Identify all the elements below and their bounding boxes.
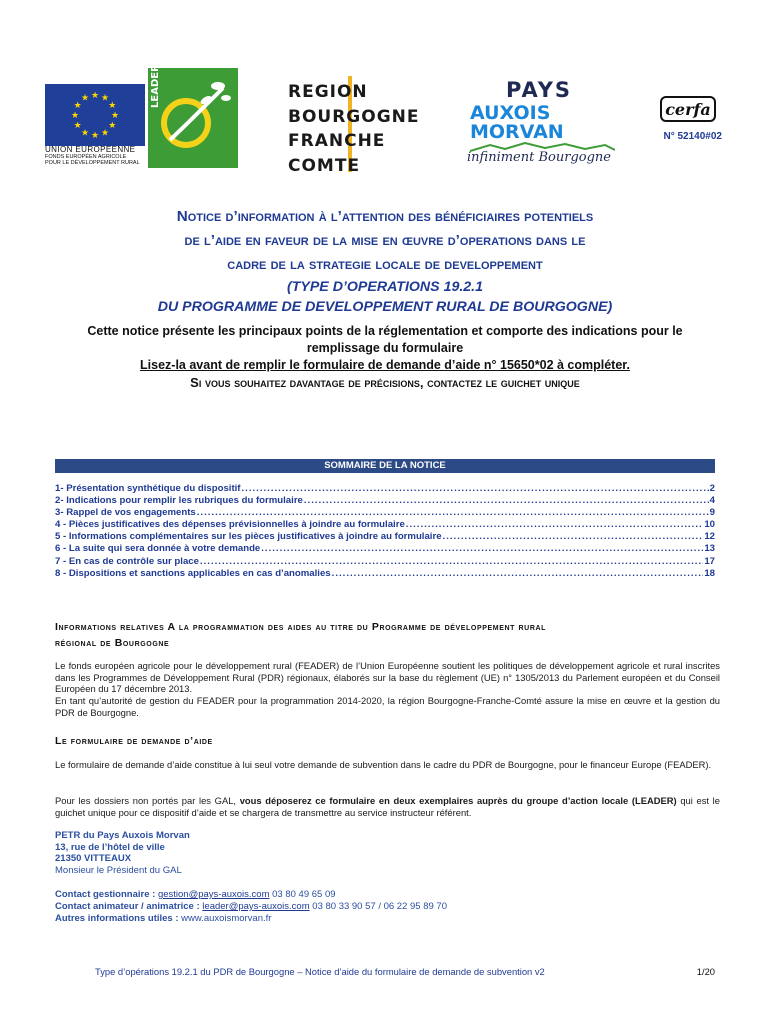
- contact-gestionnaire-email-link[interactable]: gestion@pays-auxois.com: [157, 889, 270, 900]
- morvan-text: MORVAN: [470, 121, 564, 143]
- toc-item-page[interactable]: 2: [709, 483, 715, 494]
- toc-item[interactable]: [55, 568, 715, 580]
- pays-text: PAYS: [506, 78, 573, 102]
- region-logo: [288, 80, 423, 175]
- paragraph-formulaire: Le formulaire de demande d’aide constitue à lui seul votre demande de subvention dans le cadre du PDR de Bourgogne, pour le financeur Europe (FEADER).: [55, 759, 712, 770]
- toc-item-label[interactable]: 5 - Informations complémentaires sur les pièces justificatives à joindre au formulaire: [55, 531, 442, 543]
- svg-text:★: ★: [73, 121, 82, 131]
- intro-line-1: Cette notice présente les principaux points de la réglementation et comporte des indications pour le: [87, 324, 683, 338]
- depot-text-start: Pour les dossiers non portés par les GAL,: [55, 795, 240, 806]
- leader-emblem-icon: [148, 68, 238, 168]
- eu-flag-logo: [45, 84, 145, 146]
- footer-page-number: 1/20: [696, 966, 715, 977]
- toc-item-page[interactable]: 13: [704, 543, 715, 555]
- toc-item-page[interactable]: 9: [709, 507, 715, 519]
- svg-text:★: ★: [100, 128, 110, 139]
- toc-item[interactable]: [55, 483, 715, 495]
- cerfa-logo: [660, 96, 716, 122]
- toc-item-label[interactable]: 6 - La suite qui sera donnée à votre demande: [55, 543, 261, 555]
- eu-caption: [45, 146, 155, 166]
- contact-web-label: Autres informations utiles :: [55, 913, 182, 924]
- eu-caption-main: UNION EUROPÉENNE: [45, 145, 136, 154]
- address-line-2: 13, rue de l’hôtel de ville: [55, 841, 165, 853]
- depot-text-end: qui est le guichet unique pour ce dispositif d’aide et se chargera de transmettre au service instructeur référent.: [55, 795, 720, 818]
- svg-text:★: ★: [90, 131, 100, 141]
- cerfa-number: N° 52140#02: [663, 131, 722, 142]
- svg-text:★: ★: [80, 128, 90, 139]
- toc-item[interactable]: [55, 543, 715, 555]
- address-line-3: 21350 VITTEAUX: [55, 853, 132, 865]
- toc-leader-dots: [332, 568, 704, 580]
- toc-item-page[interactable]: 4: [709, 495, 715, 507]
- title-line-1: Notice d’information à l’attention des bénéficiaires potentiels: [176, 208, 594, 225]
- svg-text:★: ★: [110, 111, 120, 121]
- intro-line-2: remplissage du formulaire: [306, 341, 464, 355]
- contacts-block: [55, 889, 655, 925]
- contact-gestionnaire: [55, 889, 655, 901]
- cerfa-text: cerfa: [665, 100, 711, 119]
- contact-animateur: [55, 901, 655, 913]
- intro-line-3: Lisez-la avant de remplir le formulaire de demande d’aide n° 15650*02 à compléter.: [140, 358, 630, 372]
- title-line-4: (TYPE D’OPERATIONS 19.2.1: [286, 279, 484, 295]
- contact-animateur-label: Contact animateur / animatrice :: [55, 901, 203, 912]
- intro-block: [40, 323, 730, 391]
- toc-item[interactable]: [55, 495, 715, 507]
- svg-text:★: ★: [80, 93, 90, 104]
- toc-leader-dots: [443, 531, 704, 543]
- toc-item[interactable]: [55, 556, 715, 568]
- toc-item-label[interactable]: 4 - Pièces justificatives des dépenses prévisionnelles à joindre au formulaire: [55, 519, 405, 531]
- intro-line-4: Si vous souhaitez davantage de précisions, contactez le guichet unique: [190, 375, 580, 390]
- table-of-contents: [55, 483, 715, 580]
- toc-item[interactable]: [55, 531, 715, 543]
- svg-text:★: ★: [108, 121, 117, 131]
- toc-leader-dots: [242, 483, 709, 495]
- contact-animateur-phone: 03 80 33 90 57 / 06 22 95 89 70: [312, 901, 447, 912]
- paragraph-autorite-gestion: En tant qu’autorité de gestion du FEADER pour la programmation 2014-2020, la région Bourgogne-Franche-Comté assure la mise en œuvre et la gestion du PDR de Bourgogne.: [55, 695, 720, 718]
- toc-item-page[interactable]: 10: [704, 519, 715, 531]
- leader-text: LEADER: [150, 68, 161, 108]
- toc-item-label[interactable]: 8 - Dispositions et sanctions applicables en cas d’anomalies: [55, 567, 331, 579]
- address-line-1: PETR du Pays Auxois Morvan: [55, 830, 190, 841]
- pays-auxois-morvan-logo: [462, 78, 622, 174]
- contact-animateur-email-link[interactable]: leader@pays-auxois.com: [202, 901, 310, 912]
- contact-gestionnaire-phone: 03 80 49 65 09: [272, 889, 336, 900]
- svg-text:★: ★: [108, 101, 117, 111]
- contact-web-url-link[interactable]: www.auxoismorvan.fr: [181, 913, 272, 924]
- eu-caption-sub1: FONDS EUROPÉEN AGRICOLE: [45, 154, 127, 160]
- page-footer: [95, 966, 715, 977]
- toc-leader-dots: [197, 507, 709, 519]
- contact-web: [55, 913, 655, 925]
- region-line-3: FRANCHE: [288, 131, 386, 151]
- cerfa-badge-icon: [660, 96, 716, 122]
- paragraph-depot: [55, 795, 720, 818]
- toc-leader-dots: [304, 495, 709, 507]
- region-line-2: BOURGOGNE: [288, 106, 420, 127]
- notice-title: [40, 205, 730, 317]
- toc-item[interactable]: [55, 507, 715, 519]
- toc-item-label[interactable]: 1- Présentation synthétique du dispositif: [55, 483, 241, 494]
- toc-item-label[interactable]: 7 - En cas de contrôle sur place: [55, 555, 199, 567]
- auxois-text: AUXOIS: [470, 102, 551, 124]
- footer-text: Type d’opérations 19.2.1 du PDR de Bourgogne – Notice d’aide du formulaire de demande de subvention v2: [95, 966, 545, 977]
- paragraph-feader: Le fonds européen agricole pour le développement rural (FEADER) de l’Union Européenne soutient les politiques de développement agricole et rural inscrites dans les Programmes de Développement Rural (PDR) régionaux, élaborés sur la base du règlement (UE) n° 1305/2013 du Parlement européen et du Conseil Européen du 17 décembre 2013.: [55, 660, 720, 695]
- title-line-3: cadre de la strategie locale de developpement: [227, 256, 543, 273]
- section-heading-line-2: régional de Bourgogne: [55, 637, 170, 649]
- toc-item[interactable]: [55, 519, 715, 531]
- region-line-4: COMTE: [288, 155, 361, 176]
- toc-item-page[interactable]: 18: [704, 567, 715, 579]
- depot-text-bold: vous déposerez ce formulaire en deux exemplaires auprès du groupe d’action locale (LEADER): [239, 795, 677, 806]
- title-line-2: de l’aide en faveur de la mise en œuvre d’operations dans le: [184, 232, 586, 249]
- contact-gestionnaire-label: Contact gestionnaire :: [55, 889, 158, 900]
- section-heading-programmation: [55, 619, 720, 651]
- address-line-4: Monsieur le Président du GAL: [55, 864, 182, 876]
- section-heading-formulaire: Le formulaire de demande d’aide: [55, 735, 213, 747]
- svg-text:★: ★: [73, 101, 82, 111]
- eu-stars-icon: [45, 84, 145, 146]
- toc-leader-dots: [406, 519, 704, 531]
- region-line-1: REGION: [288, 82, 368, 102]
- toc-item-page[interactable]: 12: [704, 531, 715, 543]
- svg-text:★: ★: [70, 111, 80, 121]
- svg-text:★: ★: [90, 91, 100, 101]
- toc-item-page[interactable]: 17: [704, 555, 715, 567]
- toc-item-label[interactable]: 2- Indications pour remplir les rubriques du formulaire: [55, 495, 303, 507]
- toc-leader-dots: [200, 556, 703, 568]
- sommaire-heading: SOMMAIRE DE LA NOTICE: [55, 459, 715, 473]
- svg-text:★: ★: [100, 93, 110, 104]
- eu-caption-sub2: POUR LE DÉVELOPPEMENT RURAL: [45, 160, 140, 166]
- section-heading-line-1: Informations relatives A la programmation des aides au titre du Programme de développement rural: [55, 621, 547, 633]
- toc-leader-dots: [261, 543, 703, 555]
- title-line-5: DU PROGRAMME DE DEVELOPPEMENT RURAL DE BOURGOGNE): [157, 299, 613, 315]
- leader-logo: [148, 68, 238, 168]
- toc-item-label[interactable]: 3- Rappel de vos engagements: [55, 507, 196, 519]
- gal-address: [55, 830, 455, 876]
- pays-tagline: infiniment Bourgogne: [467, 150, 611, 165]
